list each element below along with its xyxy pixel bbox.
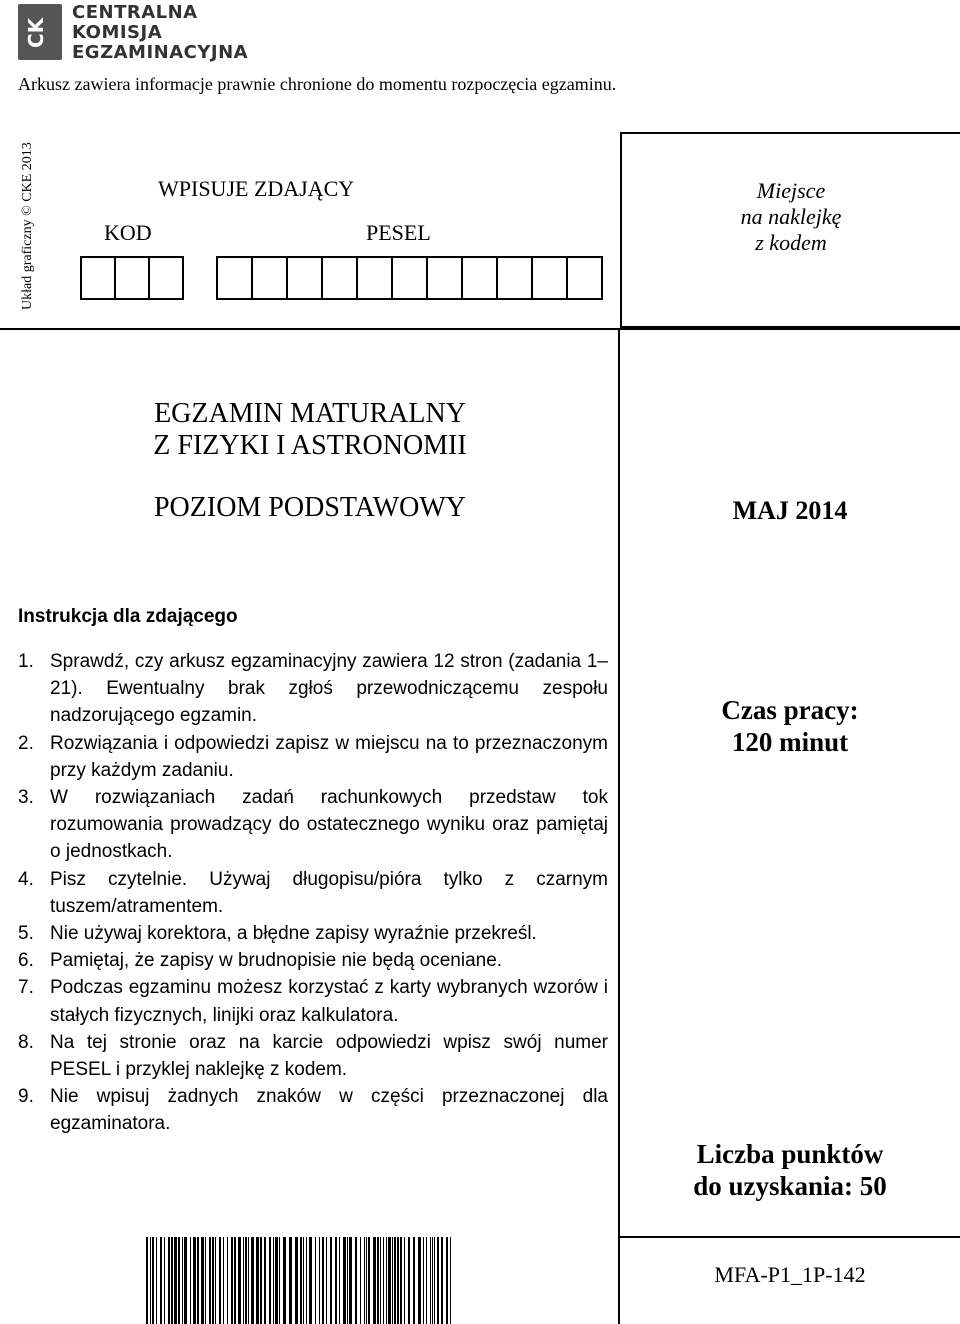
barcode-bar (205, 1237, 206, 1324)
kod-label: KOD (104, 220, 152, 245)
sticker-line-2: na naklejkę (740, 204, 842, 229)
input-cell[interactable] (286, 256, 323, 300)
barcode-bar (430, 1237, 431, 1324)
code-box-divider (620, 1236, 960, 1238)
barcode-bar (377, 1237, 379, 1324)
barcode-bar (168, 1237, 170, 1324)
barcode-bar (355, 1237, 357, 1324)
copyright-vertical: Układ graficzny © CKE 2013 (20, 142, 35, 310)
input-cell[interactable] (461, 256, 498, 300)
barcode-bar (289, 1237, 292, 1324)
input-cell[interactable] (391, 256, 428, 300)
barcode-bar (426, 1237, 427, 1324)
exam-level: POZIOM PODSTAWOWY (153, 492, 467, 523)
barcode-bar (360, 1237, 361, 1324)
instruction-item: 9. Nie wpisuj żadnych znaków w części przeznaczonej dla egzaminatora. (18, 1086, 608, 1135)
column-divider (618, 330, 620, 1324)
barcode-bar (408, 1237, 410, 1324)
barcode-bar (450, 1237, 451, 1324)
header-divider (0, 328, 960, 330)
barcode-bar (156, 1237, 157, 1324)
barcode-bar (315, 1237, 316, 1324)
barcode-bar (404, 1237, 405, 1324)
barcode-bar (300, 1237, 302, 1324)
barcode-bar (386, 1237, 387, 1324)
sheet-code: MFA-P1_1P-142 (714, 1262, 866, 1287)
exam-title-line-2: Z FIZYKI I ASTRONOMII (153, 430, 467, 461)
barcode-bar (238, 1237, 241, 1324)
barcode-bar (193, 1237, 196, 1324)
input-cell[interactable] (496, 256, 533, 300)
barcode-bar (319, 1237, 320, 1324)
barcode-bar (437, 1237, 439, 1324)
barcode-bar (245, 1237, 247, 1324)
pesel-label: PESEL (366, 220, 431, 245)
barcode-bar (432, 1237, 433, 1324)
barcode-bar (219, 1237, 221, 1324)
barcode-bar (212, 1237, 214, 1324)
barcode-sticker-area (620, 132, 960, 328)
barcode-bar (364, 1237, 365, 1324)
legal-notice: Arkusz zawiera informacje prawnie chronione do momentu rozpoczęcia egzaminu. (18, 74, 617, 94)
barcode-bar (231, 1237, 233, 1324)
barcode-bar (223, 1237, 224, 1324)
input-cell[interactable] (114, 256, 150, 300)
logo-line-1: CENTRALNA (72, 2, 198, 23)
barcode-bar (264, 1237, 266, 1324)
barcode-bar (347, 1237, 348, 1324)
instruction-item: 5. Nie używaj korektora, a błędne zapisy wyraźnie przekreśl. (18, 923, 537, 945)
time-value: 120 minut (731, 727, 849, 757)
barcode-bar (160, 1237, 162, 1324)
barcode-bar (260, 1237, 262, 1324)
barcode-bar (366, 1237, 367, 1324)
barcode-bar (171, 1237, 173, 1324)
barcode-bar (146, 1237, 148, 1324)
barcode-bar (174, 1237, 177, 1324)
points-value: do uzyskania: 50 (693, 1171, 887, 1201)
candidate-heading: WPISUJE ZDAJĄCY (158, 176, 355, 201)
instruction-item: 1. Sprawdź, czy arkusz egzaminacyjny zawiera 12 stron (zadania 1–21). Ewentualny brak zgłoś przewodniczącemu zespołu nadzorującego egzamin. (18, 651, 608, 727)
barcode-bar (295, 1237, 298, 1324)
logo-line-3: EGZAMINACYJNA (72, 42, 249, 63)
input-cell[interactable] (321, 256, 358, 300)
sticker-line-3: z kodem (755, 230, 827, 255)
instruction-item: 4. Pisz czytelnie. Używaj długopisu/pióra tylko z czarnym tuszem/atramentem. (18, 868, 608, 917)
barcode-bar (397, 1237, 399, 1324)
instruction-item: 7. Podczas egzaminu możesz korzystać z karty wybranych wzorów i stałych fizycznych, linijki oraz kalkulatora. (18, 977, 608, 1026)
barcode-bar (446, 1237, 448, 1324)
input-cell[interactable] (356, 256, 393, 300)
barcode-bar (373, 1237, 376, 1324)
barcode-bar (400, 1237, 402, 1324)
barcode-bar (182, 1237, 183, 1324)
barcode-bar (394, 1237, 396, 1324)
barcode-bar (197, 1237, 199, 1324)
exam-month: MAJ 2014 (732, 496, 848, 525)
barcode-bar (303, 1237, 304, 1324)
barcode-bar (279, 1237, 280, 1324)
instructions-heading: Instrukcja dla zdającego (18, 606, 238, 627)
barcode-bar (201, 1237, 204, 1324)
barcode-bar (383, 1237, 384, 1324)
barcode-bar (248, 1237, 249, 1324)
barcode-bar (275, 1237, 278, 1324)
instruction-item: 8. Na tej stronie oraz na karcie odpowiedzi wpisz swój numer PESEL i przyklej naklejkę z kodem. (18, 1031, 608, 1081)
barcode-bar (190, 1237, 191, 1324)
barcode-bar (335, 1237, 337, 1324)
barcode-bar (306, 1237, 307, 1324)
barcode-bar (184, 1237, 187, 1324)
barcode-bar (178, 1237, 180, 1324)
barcode-bar (339, 1237, 340, 1324)
barcode-bar (343, 1237, 346, 1324)
barcode-bar (256, 1237, 259, 1324)
barcode-bar (322, 1237, 324, 1324)
barcode-bar (434, 1237, 435, 1324)
barcode-bar (209, 1237, 211, 1324)
instruction-item: 6. Pamiętaj, że zapisy w brudnopisie nie będą oceniane. (18, 950, 503, 972)
barcode-bar (349, 1237, 352, 1324)
barcode-bar (326, 1237, 327, 1324)
barcode-bar (380, 1237, 381, 1324)
input-cell[interactable] (531, 256, 568, 300)
barcode-bar (152, 1237, 154, 1324)
barcode-bar (269, 1237, 271, 1324)
input-cell[interactable] (80, 256, 116, 300)
barcode-bar (441, 1237, 443, 1324)
barcode-bar (423, 1237, 424, 1324)
time-label: Czas pracy: (721, 695, 859, 725)
barcode-bar (215, 1237, 216, 1324)
barcode-bar (234, 1237, 236, 1324)
input-cell[interactable] (216, 256, 253, 300)
barcode-bar (283, 1237, 286, 1324)
logo-line-2: KOMISJA (72, 22, 163, 43)
barcode-bar (388, 1237, 391, 1324)
cke-logo-mark: CK (18, 4, 62, 60)
barcode-bar (309, 1237, 312, 1324)
barcode-image (146, 1237, 452, 1324)
barcode-bar (243, 1237, 244, 1324)
input-cell[interactable] (566, 256, 603, 300)
barcode-bar (251, 1237, 254, 1324)
sticker-line-1: Miejsce (756, 178, 826, 203)
input-cell[interactable] (426, 256, 463, 300)
barcode-bar (368, 1237, 370, 1324)
instructions-list (18, 648, 608, 1138)
barcode-bar (273, 1237, 274, 1324)
barcode-bar (330, 1237, 332, 1324)
instruction-item: 3. W rozwiązaniach zadań rachunkowych przedstaw tok rozumowania prowadzący do ostatecznego wyniku oraz pamiętaj o jednostkach. (18, 787, 608, 863)
exam-title-line-1: EGZAMIN MATURALNY (154, 398, 466, 429)
input-cell[interactable] (251, 256, 288, 300)
barcode-bar (418, 1237, 421, 1324)
barcode-bar (392, 1237, 393, 1324)
input-cell[interactable] (148, 256, 184, 300)
instruction-item: 2. Rozwiązania i odpowiedzi zapisz w miejscu na to przeznaczonym przy każdym zadaniu. (18, 732, 608, 781)
barcode-bar (413, 1237, 415, 1324)
points-label: Liczba punktów (696, 1139, 884, 1169)
barcode-bar (227, 1237, 228, 1324)
barcode-bar (164, 1237, 165, 1324)
barcode-bar (150, 1237, 151, 1324)
